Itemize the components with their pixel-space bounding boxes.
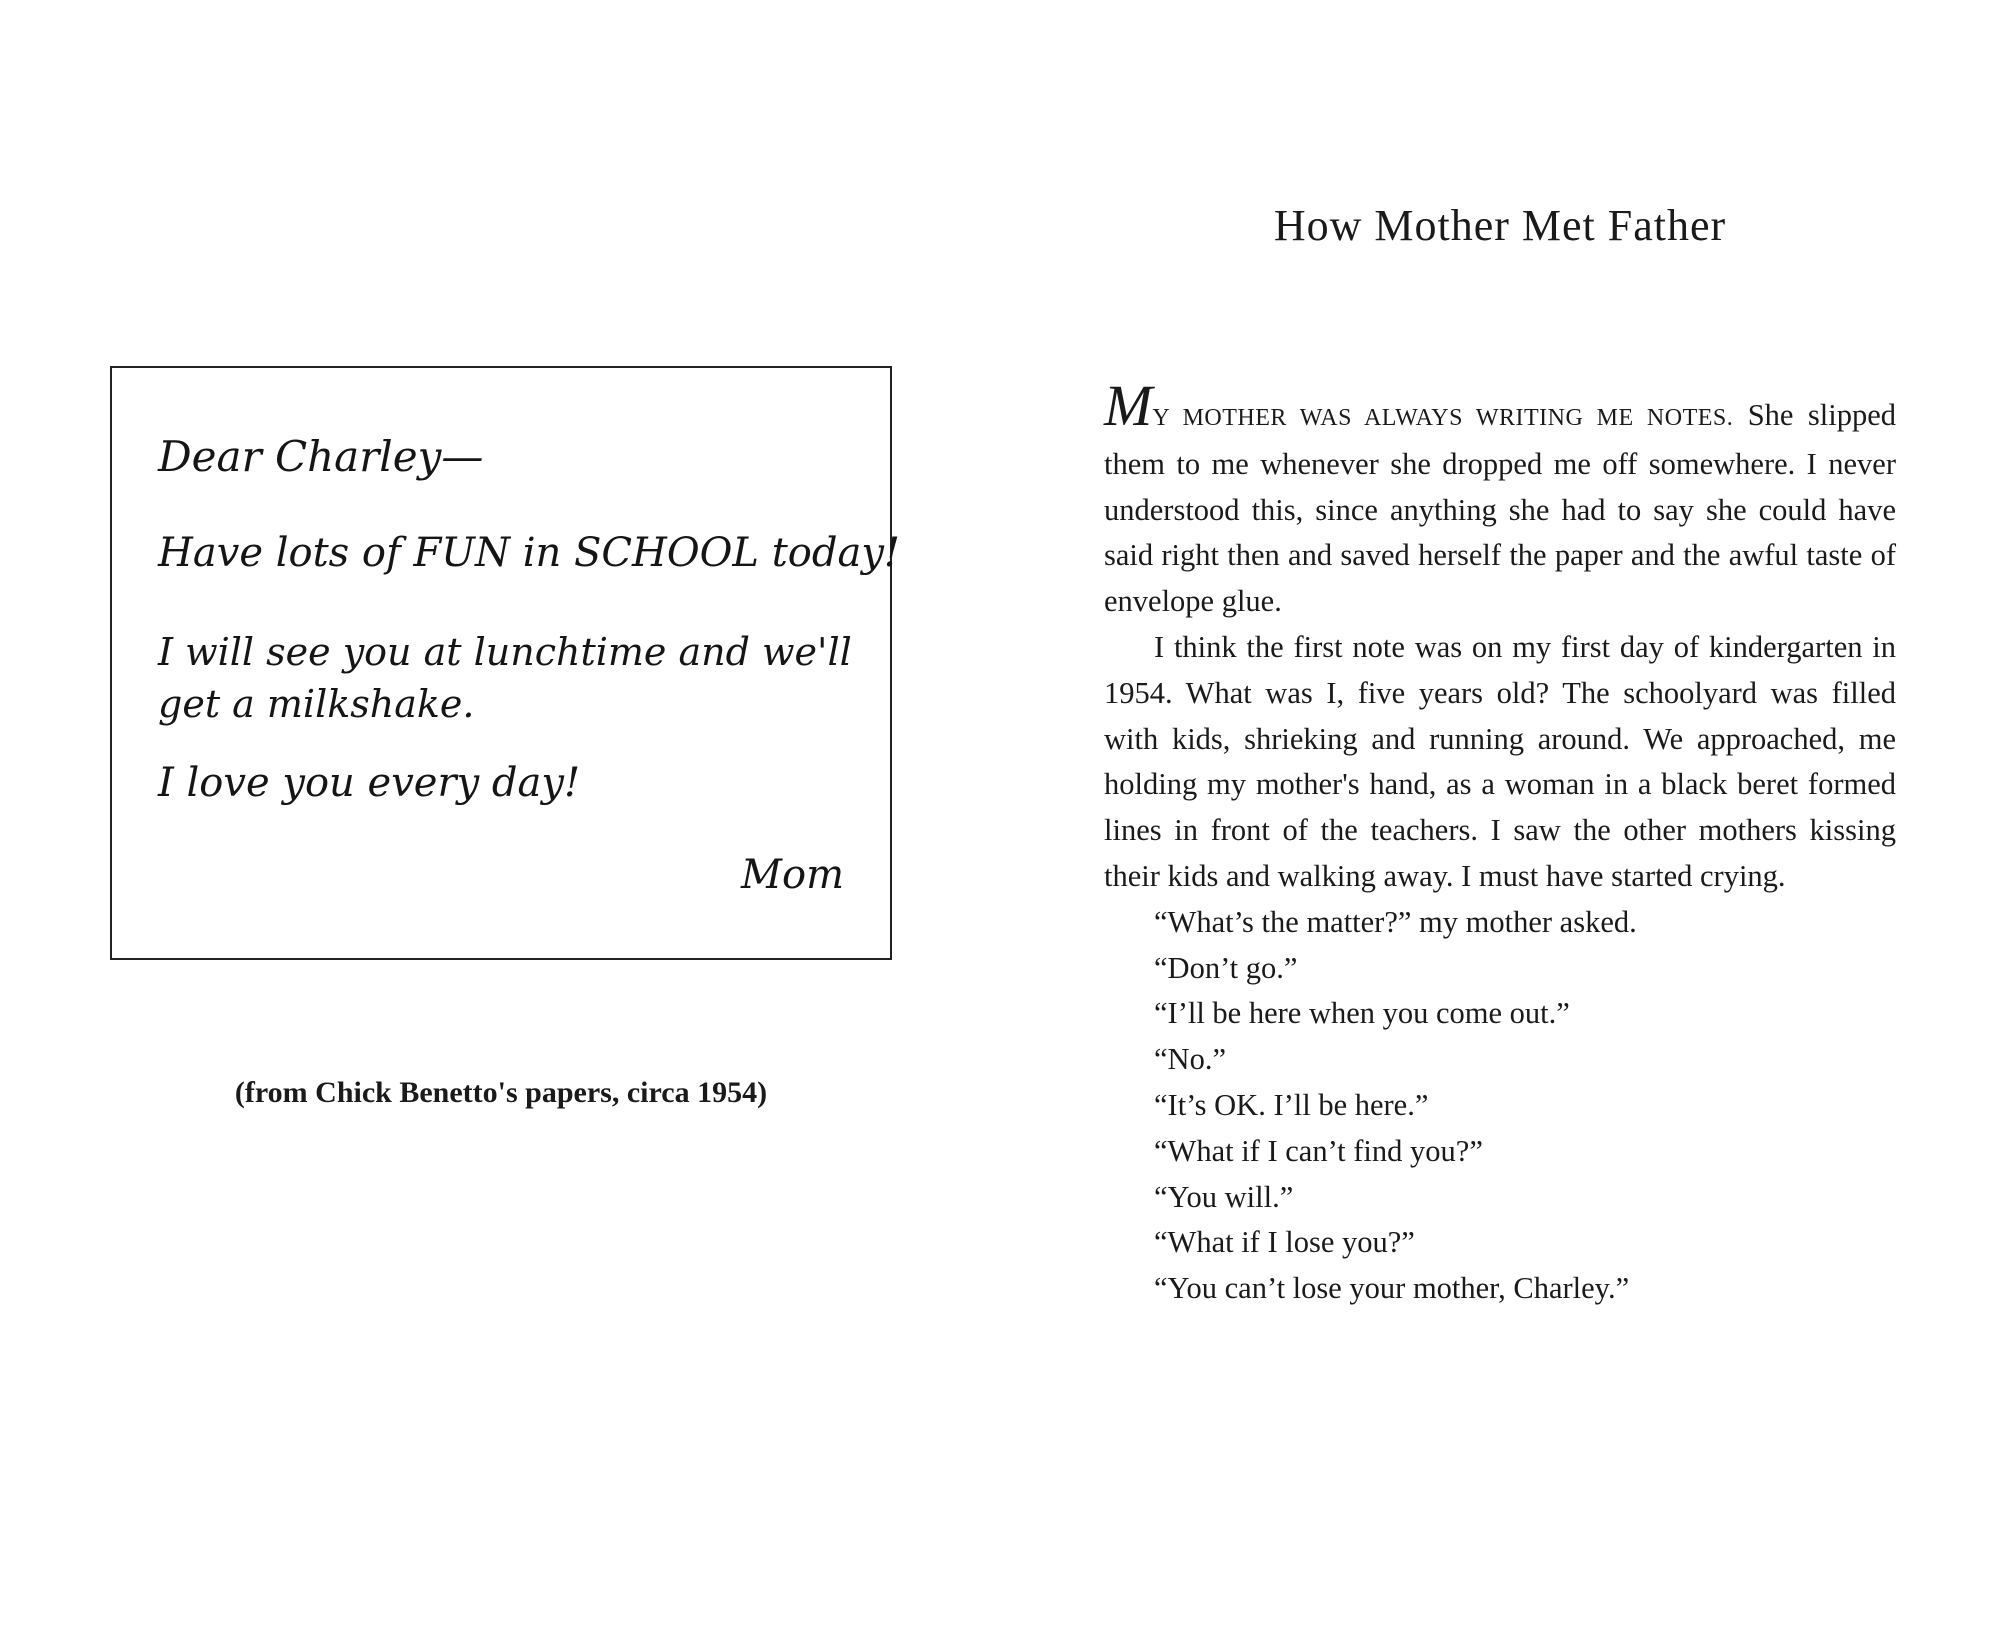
dialogue-line: “What’s the matter?” my mother asked.: [1154, 904, 1637, 939]
dialogue-line: “What if I lose you?”: [1154, 1225, 1415, 1260]
chapter-body: [1104, 373, 1896, 1312]
dialogue-line: “Don’t go.”: [1154, 950, 1298, 985]
note-line: I love you every day!: [158, 760, 581, 806]
note-line: I will see you at lunchtime and we'll get a milkshake.: [158, 630, 852, 726]
dialogue-line: “You can’t lose your mother, Charley.”: [1154, 1271, 1630, 1306]
note-greeting: Dear Charley—: [158, 432, 484, 481]
drop-cap: M: [1104, 373, 1153, 438]
dialogue-line: “I’ll be here when you come out.”: [1154, 996, 1570, 1031]
dialogue-line: “No.”: [1154, 1042, 1226, 1077]
right-page: [1000, 0, 2000, 1630]
paragraph: I think the first note was on my first day of kindergarten in 1954. What was I, five years old? The schoolyard was filled with kids, shrieking and running around. We approached, me holding my mother's hand, as a woman in a black beret formed lines in front of the teachers. I saw the other mothers kissing their kids and walking away. I must have started crying.: [1104, 629, 1896, 893]
paragraph: [1104, 373, 1896, 625]
small-caps-opening: Y MOTHER WAS ALWAYS WRITING ME NOTES.: [1152, 405, 1734, 431]
note-signature: Mom: [741, 852, 844, 898]
paragraph-text: She slipped them to me whenever she dropped me off somewhere. I never understood this, since anything she had to say she could have said right then and saved herself the paper and the awful taste of envelope glue.: [1104, 398, 1896, 619]
handwritten-note-card: [110, 366, 900, 960]
chapter-title: [1104, 200, 1896, 251]
dialogue-line: “What if I can’t find you?”: [1154, 1133, 1483, 1168]
note-line: Have lots of FUN in SCHOOL today!: [158, 530, 900, 576]
note-caption: (from Chick Benetto's papers, circa 1954): [234, 1076, 768, 1109]
dialogue-line: “It’s OK. I’ll be here.”: [1154, 1087, 1429, 1122]
chapter-title-text: How Mother Met Father: [1273, 201, 1727, 250]
dialogue-line: “You will.”: [1154, 1179, 1294, 1214]
